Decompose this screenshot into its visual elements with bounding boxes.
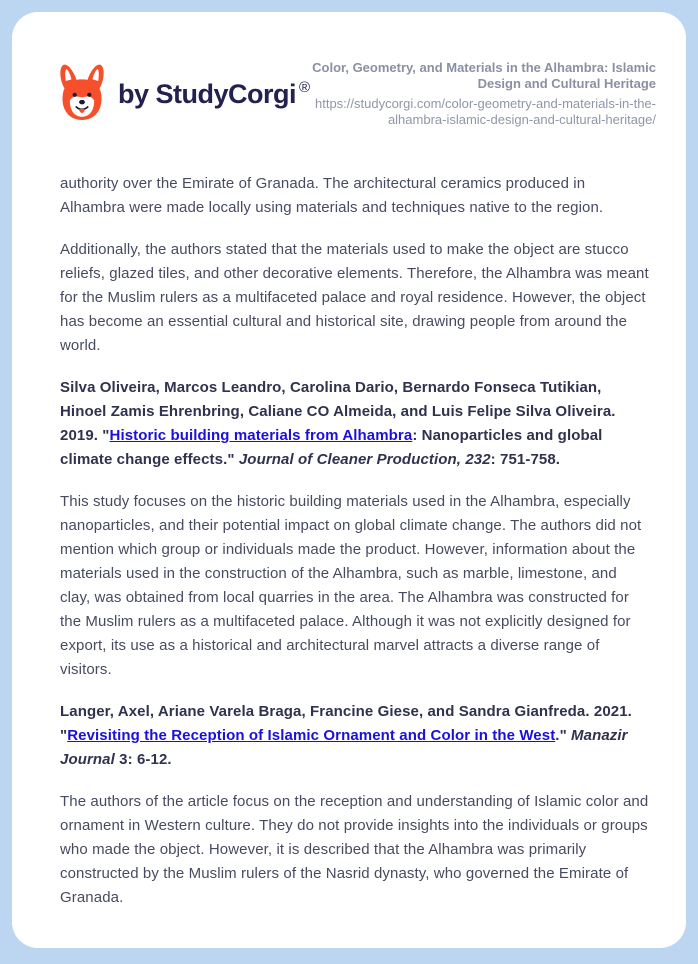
citation-text: : 751-758. bbox=[490, 451, 561, 468]
paragraph-3: This study focuses on the historic building materials used in the Alhambra, especially nanoparticles, and their potential impact on global climate change. The authors did not mention which group or individuals made the product. However, information about the materials used in the construction of the Alhambra, such as marble, limestone, and clay, was obtained from local quarries in the area. The Alhambra was constructed for the Muslim rulers as a multifaceted palace. Although it was not explicitly designed for export, its use as a historical and architectural marvel attracts a diverse range of visitors. bbox=[60, 493, 642, 678]
citation-text: : Nanoparticles and global climate change effects." bbox=[60, 427, 603, 468]
document-body bbox=[12, 128, 686, 910]
citation-2 bbox=[60, 700, 650, 772]
citation-1-link[interactable]: Historic building materials from Alhambra bbox=[109, 427, 413, 444]
document-card bbox=[12, 12, 686, 948]
citation-text: 3: 6-12. bbox=[114, 751, 172, 768]
header bbox=[12, 12, 686, 128]
corgi-icon bbox=[56, 61, 108, 127]
journal-title: Manazir Journal bbox=[60, 727, 628, 768]
header-meta bbox=[310, 60, 656, 128]
citation-text: Langer, Axel, Ariane Varela Braga, Francine Giese, and Sandra Gianfreda. 2021. " bbox=[60, 703, 632, 744]
paragraph-4: The authors of the article focus on the reception and understanding of Islamic color and ornament in Western culture. They do not provide insights into the individuals or groups who made the object. However, it is described that the Alhambra was primarily constructed by the Muslim rulers of the Nasrid dynasty, who governed the Emirate of Granada. bbox=[60, 793, 649, 906]
citation-text: ." bbox=[555, 727, 572, 744]
studycorgi-logo bbox=[56, 61, 310, 127]
citation-2-link[interactable]: Revisiting the Reception of Islamic Ornament and Color in the West bbox=[67, 727, 556, 744]
citation-1 bbox=[60, 376, 650, 472]
paragraph-2: Additionally, the authors stated that the materials used to make the object are stucco reliefs, glazed tiles, and other decorative elements. Therefore, the Alhambra was meant for the Muslim rulers as a multifaceted palace and royal residence. However, the object has become an essential cultural and historical site, drawing people from around the world. bbox=[60, 241, 649, 354]
paragraph-1: authority over the Emirate of Granada. The architectural ceramics produced in Alhambra were made locally using materials and techniques native to the region. bbox=[60, 175, 604, 216]
brand-text: by StudyCorgi bbox=[118, 78, 297, 109]
citation-text: Silva Oliveira, Marcos Leandro, Carolina Dario, Bernardo Fonseca Tutikian, Hinoel Zamis Ehrenbring, Caliane CO Almeida, and Luis Felipe Silva Oliveira. 2019. " bbox=[60, 379, 616, 444]
journal-title: Journal of Cleaner Production, 232 bbox=[238, 451, 491, 468]
source-url-link[interactable]: https://studycorgi.com/color-geometry-and-materials-in-the-alhambra-islamic-design-and-cultural-heritage/ bbox=[314, 96, 656, 127]
registered-trademark: ® bbox=[299, 78, 311, 96]
page-title: Color, Geometry, and Materials in the Alhambra: Islamic Design and Cultural Heritage bbox=[312, 60, 656, 91]
